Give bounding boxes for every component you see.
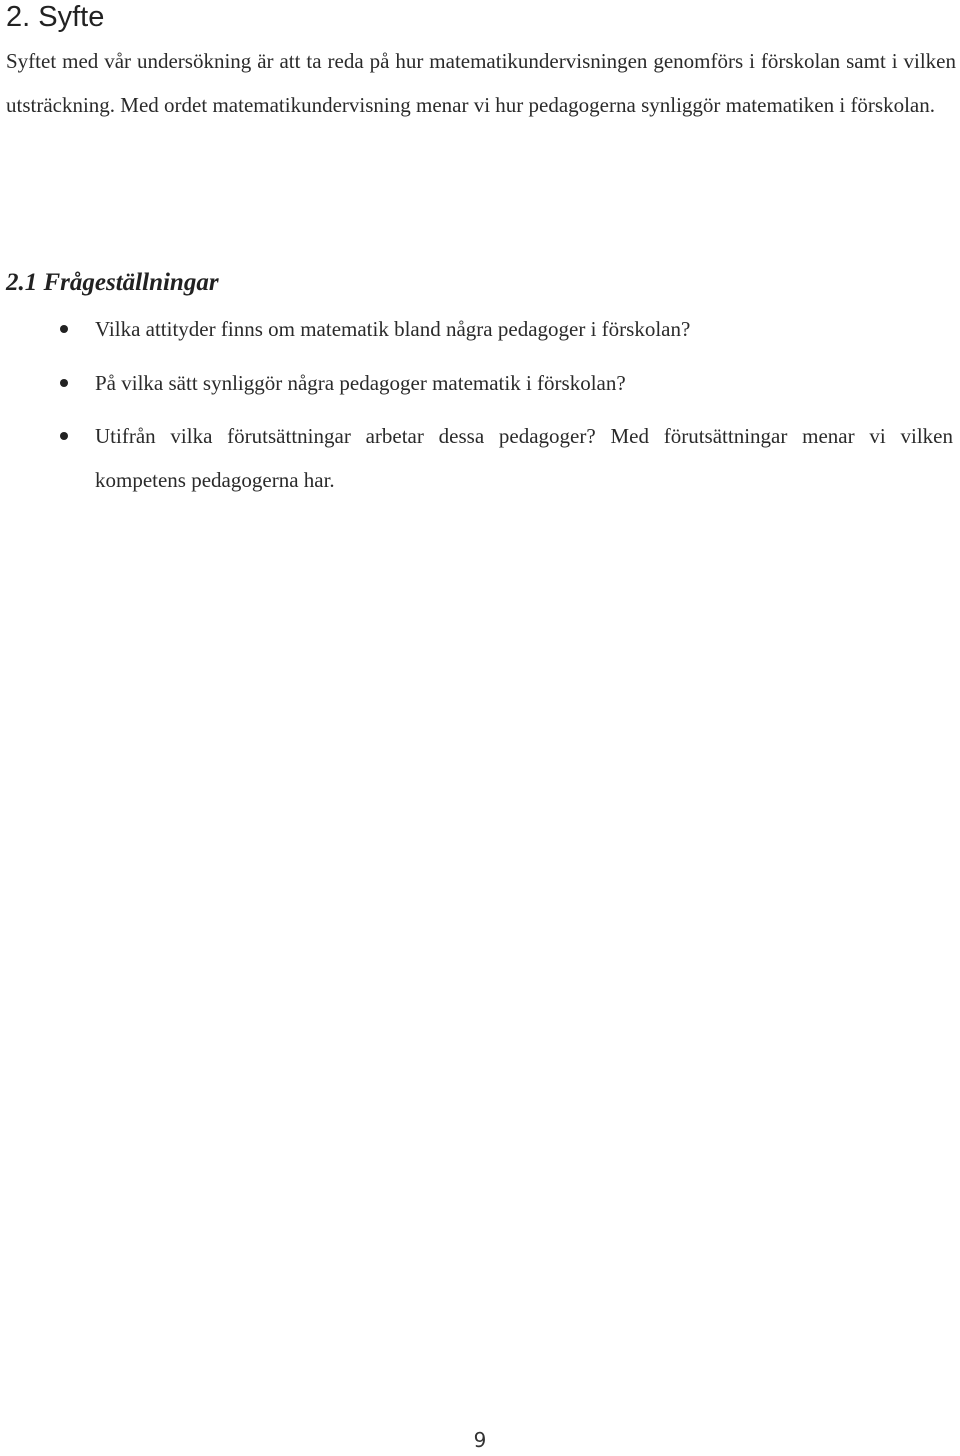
bullet-icon [60, 432, 68, 440]
research-questions-list [0, 308, 960, 512]
section-title: 2. Syfte [6, 1, 105, 33]
bullet-icon [60, 379, 68, 387]
page-number: 9 [473, 1428, 487, 1452]
question-text: Vilka attityder finns om matematik bland några pedagoger i förskolan? [95, 317, 691, 341]
purpose-paragraph: Syftet med vår undersökning är att ta reda på hur matematikundervisningen genomförs i förskolan samt i vilken utsträckning. Med ordet matematikundervisning menar vi hur pedagogerna synliggör matematiken i förskolan. [6, 49, 956, 117]
bullet-icon [60, 325, 68, 333]
question-text: På vilka sätt synliggör några pedagoger matematik i förskolan? [95, 370, 626, 395]
list-item [0, 362, 955, 406]
subsection-title: 2.1 Frågeställningar [6, 269, 219, 296]
question-text: Utifrån vilka förutsättningar arbetar dessa pedagoger? Med förutsättningar menar vi vilken kompetens pedagogerna har. [95, 424, 953, 492]
list-item [0, 308, 955, 352]
list-item [0, 415, 953, 502]
